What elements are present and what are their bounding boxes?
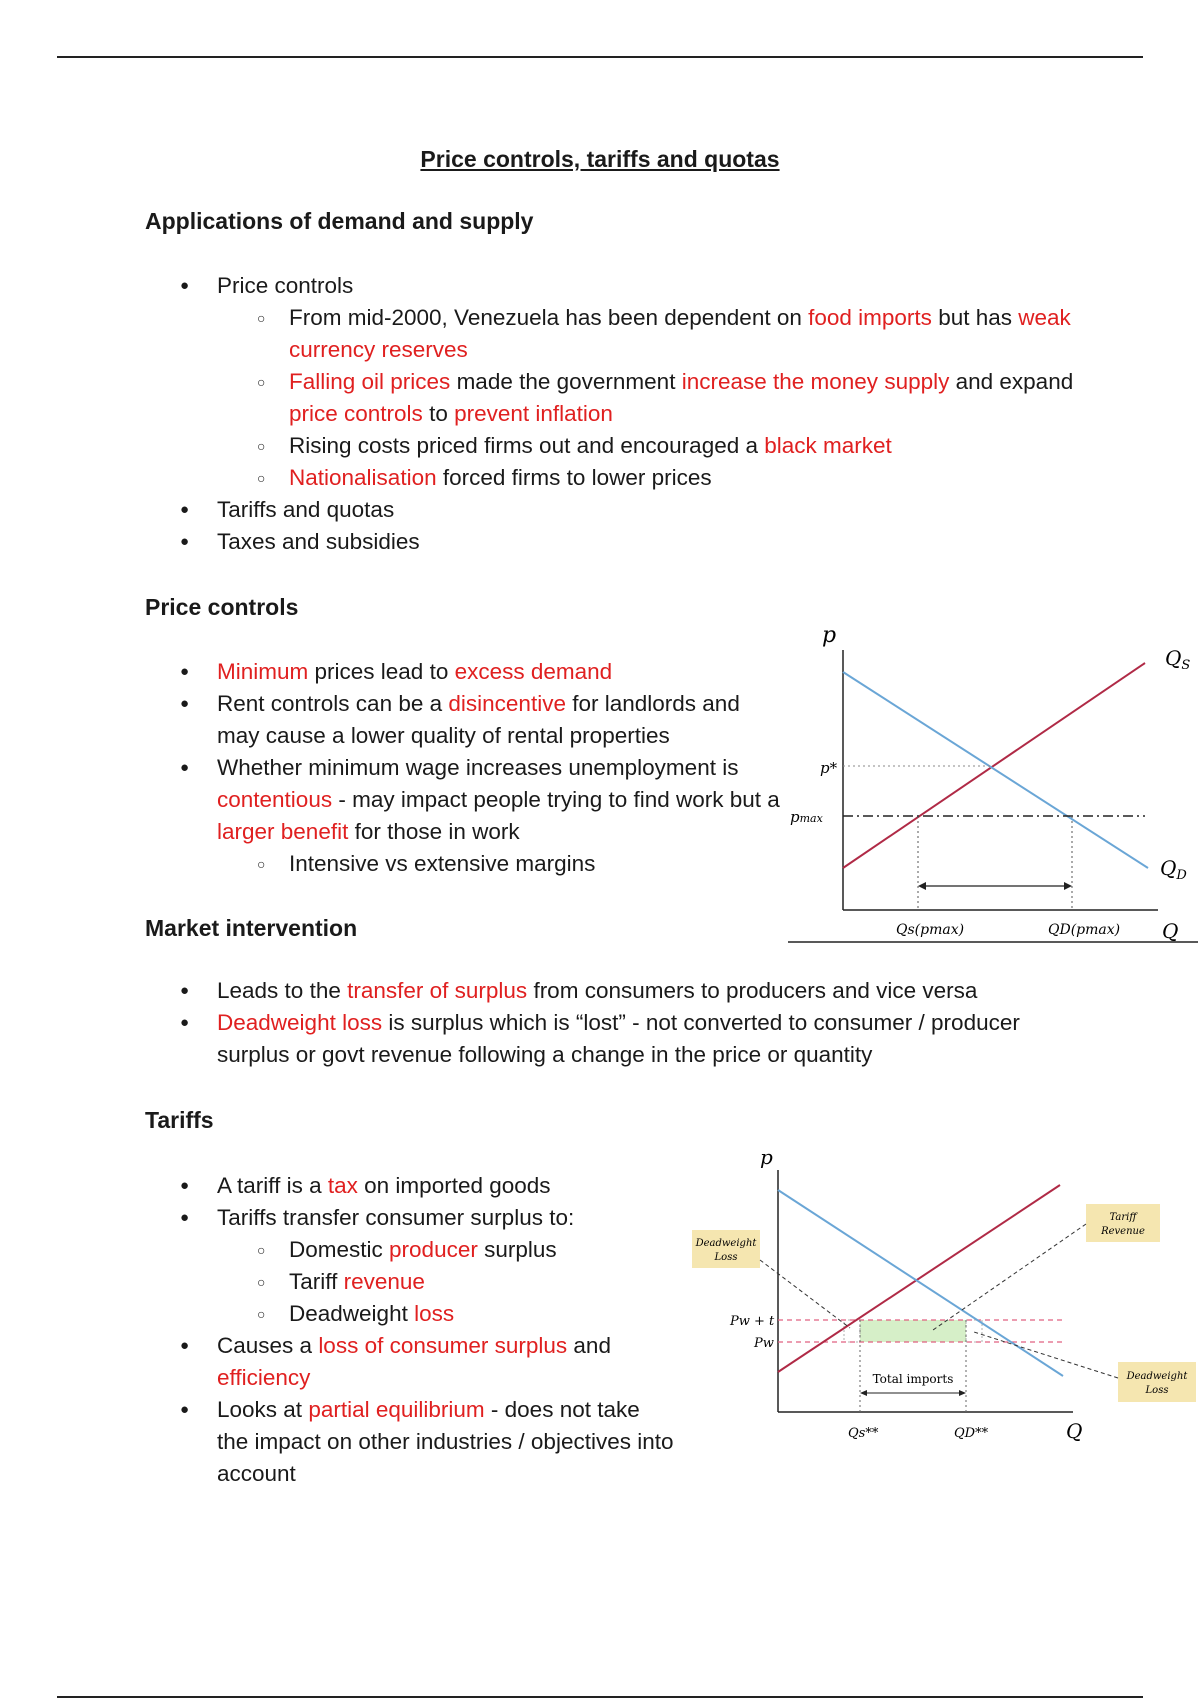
chart1-arrowhead-right — [1064, 882, 1072, 890]
sub-bullet-oil-prices: ○ Falling oil prices made the government increase the money supply and expand price controls to prevent inflation — [217, 366, 1075, 430]
sub-bullet-black-market: ○ Rising costs priced firms out and encouraged a black market — [217, 430, 1075, 462]
chart2-tariff-revenue-area — [860, 1320, 966, 1342]
bullet-transfer-surplus: ● Leads to the transfer of surplus from consumers to producers and vice versa — [145, 975, 1075, 1007]
chart2-y-axis-label: p — [760, 1145, 773, 1169]
chart2-dwl-right-box — [1118, 1362, 1196, 1402]
bullet-taxes-subsidies: ● Taxes and subsidies — [145, 526, 1075, 558]
bullet-price-controls: ● Price controls ○ From mid-2000, Venezuela has been dependent on food imports but has weak currency reserves ○ Falling oil prices made the government increase the money supply and expand price controls to prevent inflation ○ Rising costs priced firms out and encouraged a black market ○ Nationalisation forced firms to lower prices — [145, 270, 1075, 494]
heading-price-controls: Price controls — [145, 594, 299, 620]
chart2-pw-t-label: Pw + t — [730, 1314, 775, 1329]
chart1-arrowhead-left — [918, 882, 926, 890]
chart2-qd-label: QD** — [954, 1426, 989, 1441]
chart1-pmax-label: pmax — [790, 808, 823, 826]
bullet-consumer-surplus-loss: ● Causes a loss of consumer surplus and efficiency — [145, 1330, 675, 1394]
chart2-dwl-right-label-1: Deadweight — [1126, 1371, 1188, 1382]
chart2-tariff-revenue-label-1: Tariff — [1109, 1212, 1137, 1223]
chart1-demand-curve — [843, 672, 1148, 868]
chart1-supply-label: $Q_S$ — [1165, 646, 1191, 673]
tariffs-list — [145, 1170, 675, 1490]
chart1-demand-label: $Q_D$ — [1160, 856, 1187, 883]
chart1-x-axis-label: Q — [1162, 919, 1179, 943]
sub-bullet-margins: ○ Intensive vs extensive margins — [217, 848, 785, 880]
chart2-qs-label: Qs** — [848, 1426, 879, 1441]
chart2-pw-label: Pw — [754, 1336, 774, 1351]
heading-applications: Applications of demand and supply — [145, 208, 534, 234]
price-ceiling-diagram — [780, 620, 1200, 950]
bullet-minimum-wage: ● Whether minimum wage increases unemployment is contentious - may impact people trying to find work but a larger benefit for those in work ○ Intensive vs extensive margins — [145, 752, 785, 880]
chart2-dwl-left-label-1: Deadweight — [695, 1238, 757, 1249]
chart2-tariff-revenue-label-2: Revenue — [1101, 1226, 1145, 1237]
chart2-arrowhead-right — [959, 1390, 966, 1396]
chart1-p-star-label: p* — [820, 759, 838, 777]
sub-bullet-nationalisation: ○ Nationalisation forced firms to lower prices — [217, 462, 1075, 494]
chart1-qs-pmax-label: Qs(pmax) — [896, 922, 965, 938]
sub-bullet-tariff-revenue: ○ Tariff revenue — [217, 1266, 675, 1298]
bullet-tariff-tax: ● A tariff is a tax on imported goods — [145, 1170, 675, 1202]
bullet-rent-controls: ● Rent controls can be a disincentive for landlords and may cause a lower quality of rental properties — [145, 688, 785, 752]
top-rule — [57, 56, 1143, 58]
chart2-demand-curve — [778, 1190, 1063, 1376]
sub-bullet-deadweight: ○ Deadweight loss — [217, 1298, 675, 1330]
bullet-tariff-transfer: ● Tariffs transfer consumer surplus to: ○ Domestic producer surplus ○ Tariff revenue ○ Deadweight loss — [145, 1202, 675, 1330]
bottom-rule — [57, 1696, 1143, 1698]
page-title: Price controls, tariffs and quotas — [420, 146, 780, 172]
bullet-minimum-prices: ● Minimum prices lead to excess demand — [145, 656, 785, 688]
bullet-partial-equilibrium: ● Looks at partial equilibrium - does not take the impact on other industries / objectives into account — [145, 1394, 675, 1490]
tariff-diagram — [688, 1140, 1200, 1460]
chart2-dwl-right-area — [966, 1320, 982, 1342]
price-controls-list — [145, 656, 785, 880]
chart2-tariff-revenue-leader — [933, 1224, 1086, 1330]
chart1-y-axis-label: p — [822, 623, 837, 648]
sub-bullet-venezuela: ○ From mid-2000, Venezuela has been dependent on food imports but has weak currency reserves — [217, 302, 1075, 366]
chart2-total-imports-label: Total imports — [872, 1372, 954, 1386]
heading-market-intervention: Market intervention — [145, 915, 358, 941]
chart2-arrowhead-left — [860, 1390, 867, 1396]
chart2-dwl-left-label-2: Loss — [714, 1252, 738, 1263]
sub-bullet-producer-surplus: ○ Domestic producer surplus — [217, 1234, 675, 1266]
chart2-supply-curve — [778, 1185, 1060, 1372]
chart2-dwl-right-leader — [974, 1332, 1118, 1378]
bullet-deadweight-loss: ● Deadweight loss is surplus which is “lost” - not converted to consumer / producer surplus or govt revenue following a change in the price or quantity — [145, 1007, 1075, 1071]
applications-list — [145, 270, 1075, 558]
chart2-dwl-right-label-2: Loss — [1145, 1385, 1169, 1396]
chart1-qd-pmax-label: QD(pmax) — [1048, 922, 1121, 938]
bullet-tariffs-quotas: ● Tariffs and quotas — [145, 494, 1075, 526]
chart2-x-axis-label: Q — [1066, 1419, 1083, 1443]
heading-tariffs: Tariffs — [145, 1107, 214, 1133]
market-intervention-list — [145, 975, 1075, 1071]
